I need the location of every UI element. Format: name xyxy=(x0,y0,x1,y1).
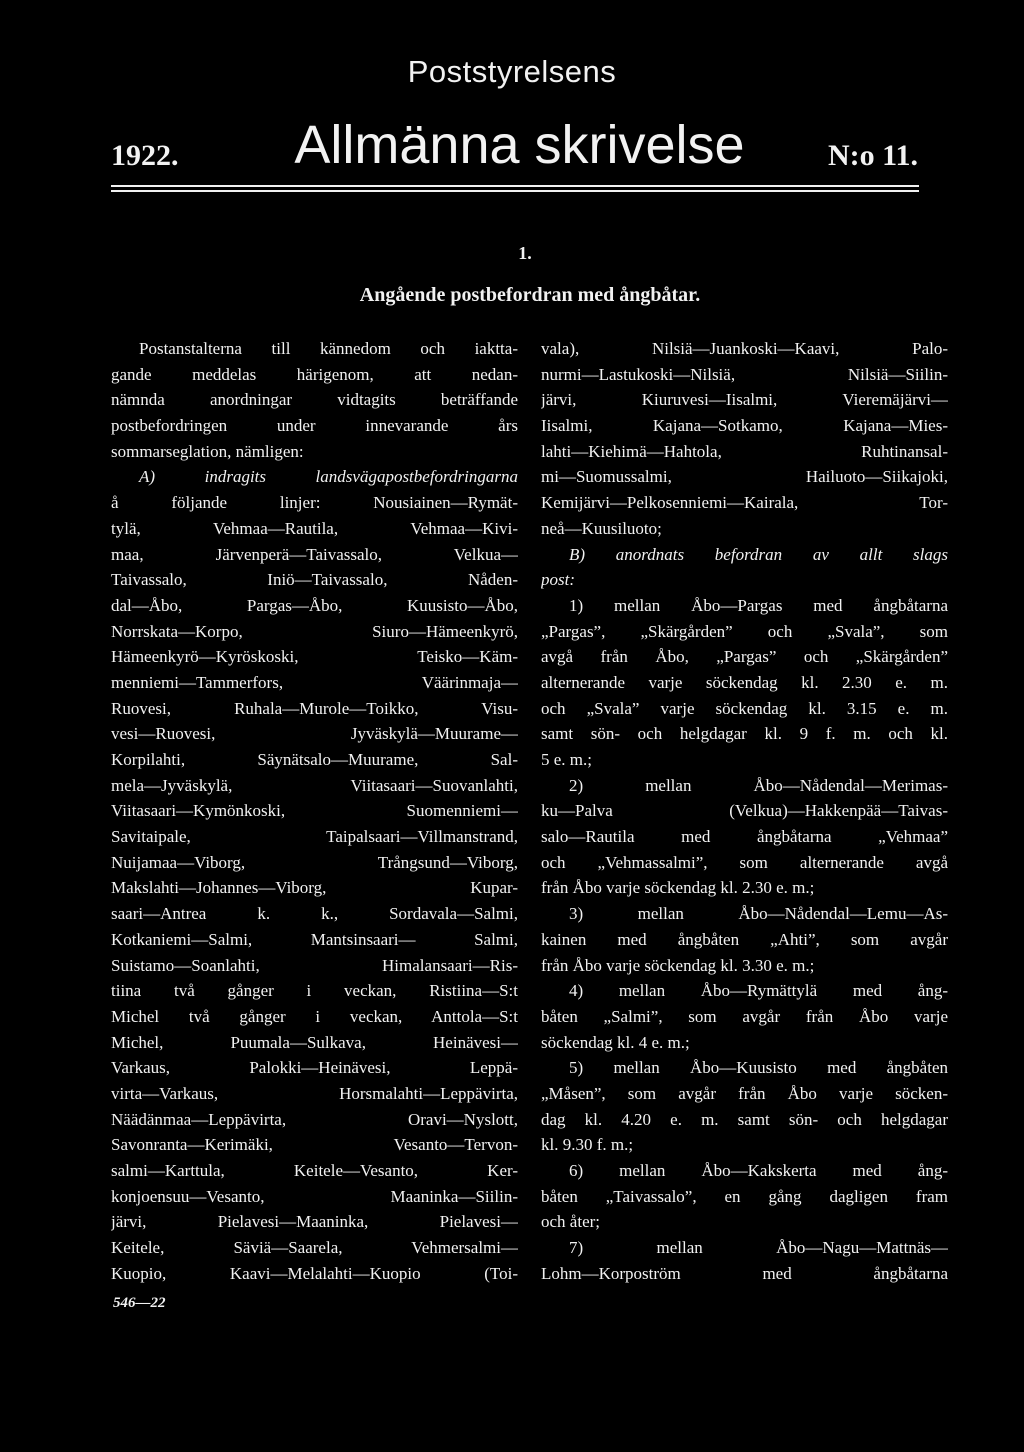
text-line: 5 e. m.; xyxy=(541,750,592,769)
text-line: Kotkaniemi—Salmi, Mantsinsaari— Salmi, xyxy=(111,929,518,949)
text-line: neå—Kuusiluoto; xyxy=(541,518,662,538)
text-line: avgå från Åbo, „Pargas” och „Skärgården” xyxy=(541,647,948,667)
text-line: Suistamo—Soanlahti, Himalansaari—Ris- xyxy=(111,955,518,975)
text-line: Kuopio, Kaavi—Melalahti—Kuopio (Toi- xyxy=(111,1263,518,1283)
text-line: saari—Antrea k. k., Sordavala—Salmi, xyxy=(111,904,518,924)
text-line: Keitele, Säviä—Saarela, Vehmersalmi— xyxy=(111,1238,518,1258)
text-line: båten „Salmi”, som avgår från Åbo varje xyxy=(541,1006,948,1026)
text-line: och åter; xyxy=(541,1212,600,1232)
text-line: Varkaus, Palokki—Heinävesi, Leppä- xyxy=(111,1058,518,1078)
header-rule-top xyxy=(111,185,919,187)
text-line: Postanstalterna till kännedom och iaktta- xyxy=(139,339,518,358)
text-line: 7) mellan Åbo—Nagu—Mattnäs— xyxy=(569,1238,948,1258)
text-line: Michel, Puumala—Sulkava, Heinävesi— xyxy=(111,1032,518,1052)
text-line: nämnda anordningar vidtagits beträffande xyxy=(111,390,518,410)
text-line: nurmi—Lastukoski—Nilsiä, Nilsiä—Siilin- xyxy=(541,364,948,384)
text-line: Hämeenkyrö—Kyröskoski, Teisko—Käm- xyxy=(111,647,518,667)
text-line: Viitasaari—Kymönkoski, Suomenniemi— xyxy=(111,801,518,821)
document-year: 1922. xyxy=(111,139,179,172)
text-line: samt sön- och helgdagar kl. 9 f. m. och kl. xyxy=(541,724,948,744)
text-line: järvi, Kiuruvesi—Iisalmi, Vieremäjärvi— xyxy=(541,390,948,410)
text-line: mi—Suomussalmi, Hailuoto—Siikajoki, xyxy=(541,467,948,487)
text-line: dag kl. 4.20 e. m. samt sön- och helgdagar xyxy=(541,1109,948,1129)
text-line: salo—Rautila med ångbåtarna „Vehmaa” xyxy=(541,827,948,847)
text-line: 6) mellan Åbo—Kakskerta med ång- xyxy=(569,1161,948,1180)
section-heading: Angående postbefordran med ångbåtar. xyxy=(359,284,701,306)
text-line: Näädänmaa—Leppävirta, Oravi—Nyslott, xyxy=(111,1109,518,1129)
left-column xyxy=(111,336,518,1286)
text-line: alternerande varje söckendag kl. 2.30 e. m. xyxy=(541,672,948,692)
text-line: A) indragits landsvägapostbefordringarna xyxy=(139,467,518,487)
text-line: menniemi—Tammerfors, Väärinmaja— xyxy=(111,672,518,692)
text-line: 3) mellan Åbo—Nådendal—Lemu—As- xyxy=(569,904,948,924)
text-line: B) anordnats befordran av allt slags xyxy=(569,544,948,564)
text-line: ku—Palva (Velkua)—Hakkenpää—Taivas- xyxy=(541,801,948,821)
text-line: från Åbo varje söckendag kl. 2.30 e. m.; xyxy=(541,878,815,898)
text-line: Michel två gånger i veckan, Anttola—S:t xyxy=(111,1006,518,1026)
text-line: vala), Nilsiä—Juankoski—Kaavi, Palo- xyxy=(541,339,948,358)
text-line: Nuijamaa—Viborg, Trångsund—Viborg, xyxy=(111,852,518,872)
header-rule-bottom xyxy=(111,190,919,192)
document-header xyxy=(111,115,918,175)
text-line: söckendag kl. 4 e. m.; xyxy=(541,1032,690,1052)
text-line: virta—Varkaus, Horsmalahti—Leppävirta, xyxy=(111,1083,518,1103)
text-line: Ruovesi, Ruhala—Murole—Toikko, Visu- xyxy=(111,698,518,718)
right-column xyxy=(541,336,948,1286)
text-line: sommarseglation, nämligen: xyxy=(111,441,304,461)
text-line: Korpilahti, Säynätsalo—Muurame, Sal- xyxy=(111,750,518,769)
text-line: Norrskata—Korpo, Siuro—Hämeenkyrö, xyxy=(111,621,518,641)
publisher-heading: Poststyrelsens xyxy=(407,54,617,89)
text-line: Lohm—Korpoström med ångbåtarna xyxy=(541,1263,948,1283)
text-line: maa, Järvenperä—Taivassalo, Velkua— xyxy=(111,544,518,564)
text-line: tiina två gånger i veckan, Ristiina—S:t xyxy=(111,981,518,1001)
text-line: „Pargas”, „Skärgården” och „Svala”, som xyxy=(541,621,948,641)
text-line: konjoensuu—Vesanto, Maaninka—Siilin- xyxy=(111,1186,518,1206)
text-line: och „Svala” varje söckendag kl. 3.15 e. m. xyxy=(541,698,948,718)
text-line: mela—Jyväskylä, Viitasaari—Suovanlahti, xyxy=(111,775,518,795)
text-line: kl. 9.30 f. m.; xyxy=(541,1135,634,1155)
text-line: post: xyxy=(541,570,575,590)
text-line: dal—Åbo, Pargas—Åbo, Kuusisto—Åbo, xyxy=(111,595,518,615)
document-title: Allmänna skrivelse xyxy=(294,115,745,175)
text-line: järvi, Pielavesi—Maaninka, Pielavesi— xyxy=(111,1212,518,1232)
text-line: och „Vehmassalmi”, som alternerande avgå xyxy=(541,852,948,872)
print-code: 546—22 xyxy=(113,1295,166,1311)
text-line: salmi—Karttula, Keitele—Vesanto, Ker- xyxy=(111,1161,518,1180)
text-line: båten „Taivassalo”, en gång dagligen fram xyxy=(541,1186,948,1206)
text-line: lahti—Kiehimä—Hahtola, Ruhtinansal- xyxy=(541,441,948,461)
text-line: Taivassalo, Iniö—Taivassalo, Nåden- xyxy=(111,570,518,590)
text-line: Savitaipale, Taipalsaari—Villmanstrand, xyxy=(111,827,518,847)
text-line: Savonranta—Kerimäki, Vesanto—Tervon- xyxy=(111,1135,518,1155)
text-line: postbefordringen under innevarande års xyxy=(111,416,518,436)
text-line: vesi—Ruovesi, Jyväskylä—Muurame— xyxy=(111,724,518,744)
text-line: å följande linjer: Nousiainen—Rymät- xyxy=(111,493,518,513)
document-number: N:o 11. xyxy=(828,139,918,172)
text-line: „Måsen”, som avgår från Åbo varje söcken- xyxy=(541,1083,948,1103)
text-line: 4) mellan Åbo—Rymättylä med ång- xyxy=(569,981,948,1001)
text-line: 5) mellan Åbo—Kuusisto med ångbåten xyxy=(569,1058,948,1078)
text-line: Makslahti—Johannes—Viborg, Kupar- xyxy=(111,878,518,898)
text-line: gande meddelas härigenom, att nedan- xyxy=(111,364,518,384)
text-line: kainen med ångbåten „Ahti”, som avgår xyxy=(541,929,948,949)
text-line: 1) mellan Åbo—Pargas med ångbåtarna xyxy=(569,595,948,615)
text-line: tylä, Vehmaa—Rautila, Vehmaa—Kivi- xyxy=(111,518,518,538)
section-number: 1. xyxy=(518,243,532,263)
text-line: Iisalmi, Kajana—Sotkamo, Kajana—Mies- xyxy=(541,416,948,436)
text-line: 2) mellan Åbo—Nådendal—Merimas- xyxy=(569,775,948,795)
text-line: från Åbo varje söckendag kl. 3.30 e. m.; xyxy=(541,955,815,975)
text-line: Kemijärvi—Pelkosenniemi—Kairala, Tor- xyxy=(541,493,948,513)
